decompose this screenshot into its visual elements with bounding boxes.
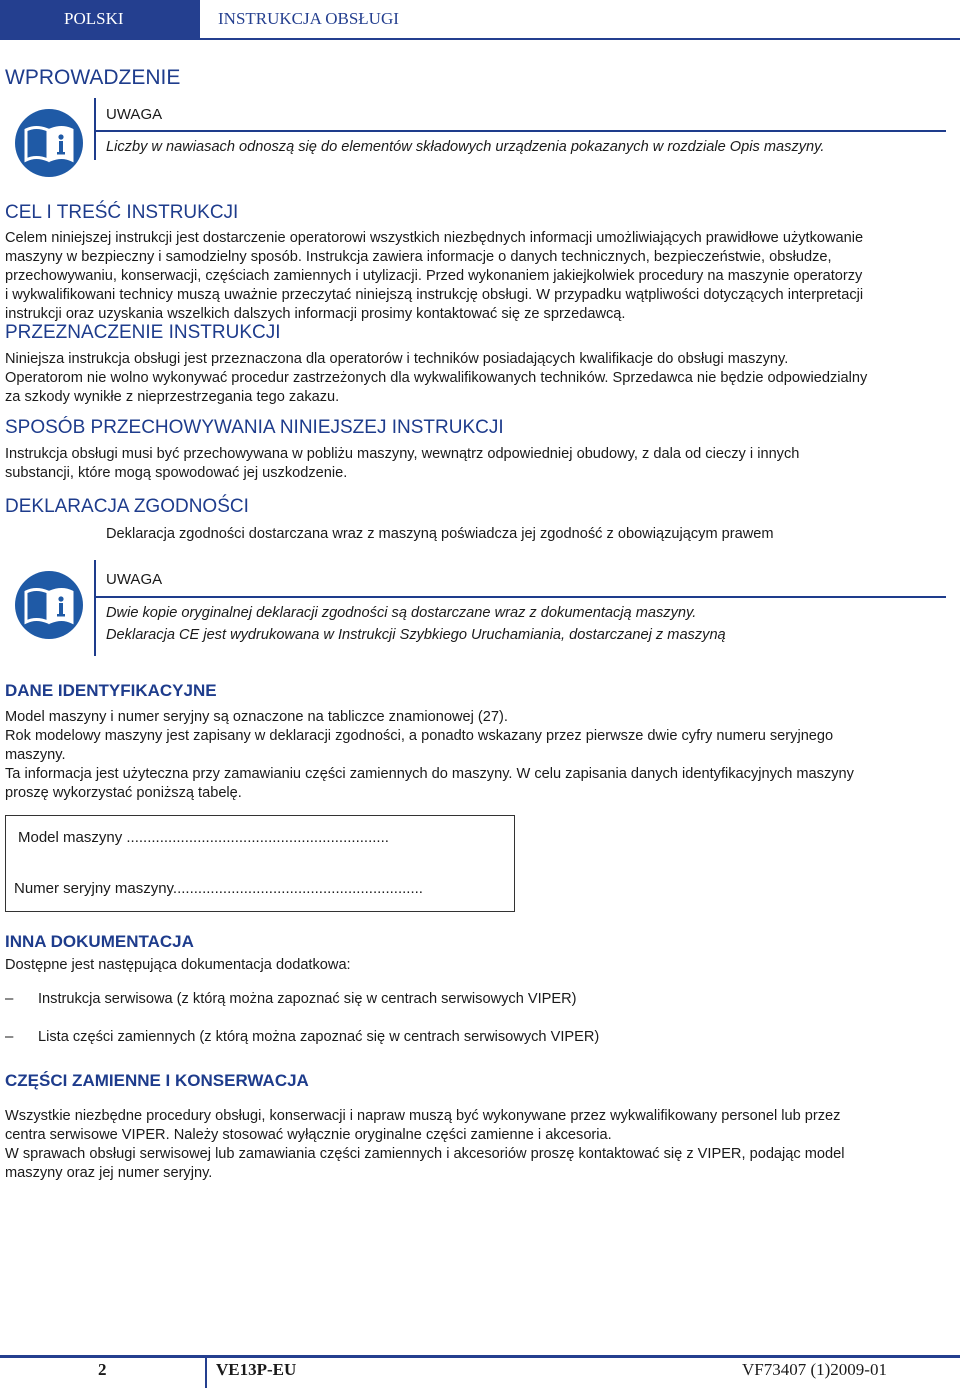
page-number: 2 — [98, 1360, 107, 1379]
header-rule — [0, 38, 960, 40]
note-vertical-rule — [94, 98, 96, 160]
declaration-heading: DEKLARACJA ZGODNOŚCI — [5, 496, 249, 517]
bullet-dash: – — [5, 990, 14, 1007]
note-rule — [94, 596, 946, 598]
note-text: Liczby w nawiasach odnoszą się do elementów składowych urządzenia pokazanych w rozdziale Opis maszyny. — [106, 139, 825, 155]
model-code: VE13P-EU — [216, 1360, 297, 1379]
identification-heading: DANE IDENTYFIKACYJNE — [5, 681, 217, 700]
declaration-text: Deklaracja zgodności dostarczana wraz z maszyną poświadcza jej zgodność z obowiązującym prawem — [106, 526, 774, 542]
manual-title: INSTRUKCJA OBSŁUGI — [218, 9, 399, 28]
note-label: UWAGA — [106, 106, 163, 123]
note-label: UWAGA — [106, 571, 163, 588]
note-text: Deklaracja CE jest wydrukowana w Instrukcji Szybkiego Uruchamiania, dostarczanej z maszyną — [106, 627, 726, 643]
other-docs-intro: Dostępne jest następująca dokumentacja dodatkowa: — [5, 957, 351, 973]
spare-parts-heading: CZĘŚCI ZAMIENNE I KONSERWACJA — [5, 1071, 309, 1090]
manual-info-icon — [14, 570, 84, 640]
note-vertical-rule — [94, 560, 96, 656]
footer-rule — [0, 1355, 960, 1358]
document-code: VF73407 (1)2009-01 — [742, 1360, 887, 1379]
note-rule — [94, 130, 946, 132]
purpose-paragraph: Celem niniejszej instrukcji jest dostarczenie operatorowi wszystkich niezbędnych informacji umożliwiających prawidłowe użytkowanie maszyny w bezpieczny i samodzielny sposób. Instrukcja zawiera informacje o danych technicznych, bezpieczeństwie, obsłudze, przechowywaniu, konserwacji, częściach zamiennych i utylizacji. Przed wykonaniem jakiejkolwiek procedury na maszynie operatorzy i wykwalifikowani technicy muszą uważnie przeczytać niniejszą instrukcję obsługi. W przypadku wątpliwości dotyczących interpretacji instrukcji oraz uzyskania wszelkich dalszych informacji prosimy kontaktować się ze sprzedawcą. — [5, 230, 864, 322]
note-text: Dwie kopie oryginalnej deklaracji zgodności są dostarczane wraz z dokumentacją maszyny. — [106, 605, 697, 621]
storage-paragraph: Instrukcja obsługi musi być przechowywana w pobliżu maszyny, wewnątrz odpowiedniej obudowy, z dala od cieczy i innych substancji, które mogą spowodować jej uszkodzenie. — [5, 446, 800, 481]
manual-info-icon — [14, 108, 84, 178]
intended-use-heading: PRZEZNACZENIE INSTRUKCJI — [5, 322, 281, 343]
intended-use-paragraph: Niniejsza instrukcja obsługi jest przeznaczona dla operatorów i techników posiadających kwalifikacje do obsługi maszyny. Operatorom nie wolno wykonywać procedur zastrzeżonych dla wykwalifikowanych techników. Sprzedawca nie będzie odpowiedzialny za szkody wynikłe z nieprzestrzegania tego zakazu. — [5, 351, 868, 405]
list-item: Lista części zamiennych (z którą można zapoznać się w centrach serwisowych VIPER) — [38, 1029, 600, 1045]
storage-heading: SPOSÓB PRZECHOWYWANIA NINIEJSZEJ INSTRUKCJI — [5, 417, 504, 438]
purpose-heading: CEL I TREŚĆ INSTRUKCJI — [5, 202, 239, 223]
list-item: Instrukcja serwisowa (z którą można zapoznać się w centrach serwisowych VIPER) — [38, 991, 577, 1007]
footer-separator — [205, 1358, 207, 1388]
identification-paragraph: Model maszyny i numer seryjny są oznaczone na tabliczce znamionowej (27). Rok modelowy maszyny jest zapisany w deklaracji zgodności, a ponadto wskazany przez pierwsze dwie cyfry numeru seryjnego maszyny. Ta informacja jest użyteczna przy zamawianiu części zamiennych do maszyny. W celu zapisania danych identyfikacyjnych maszyny proszę wykorzystać poniższą tabelę. — [5, 709, 854, 801]
bullet-dash: – — [5, 1028, 14, 1045]
serial-field[interactable]: Numer seryjny maszyny............................................................ — [14, 880, 423, 897]
other-docs-heading: INNA DOKUMENTACJA — [5, 932, 194, 951]
language-tab: POLSKI — [0, 0, 200, 38]
identification-table — [5, 815, 515, 912]
model-field[interactable]: Model maszyny ............................................................... — [18, 829, 389, 846]
intro-heading: WPROWADZENIE — [5, 66, 181, 89]
spare-parts-paragraph: Wszystkie niezbędne procedury obsługi, konserwacji i napraw muszą być wykonywane przez wykwalifikowany personel lub przez centra serwisowe VIPER. Należy stosować wyłącznie oryginalne części zamienne i akcesoria. W sprawach obsługi serwisowej lub zamawiania części zamiennych i akcesoriów proszę kontaktować się z VIPER, podając model maszyny oraz jej numer seryjny. — [5, 1108, 845, 1181]
